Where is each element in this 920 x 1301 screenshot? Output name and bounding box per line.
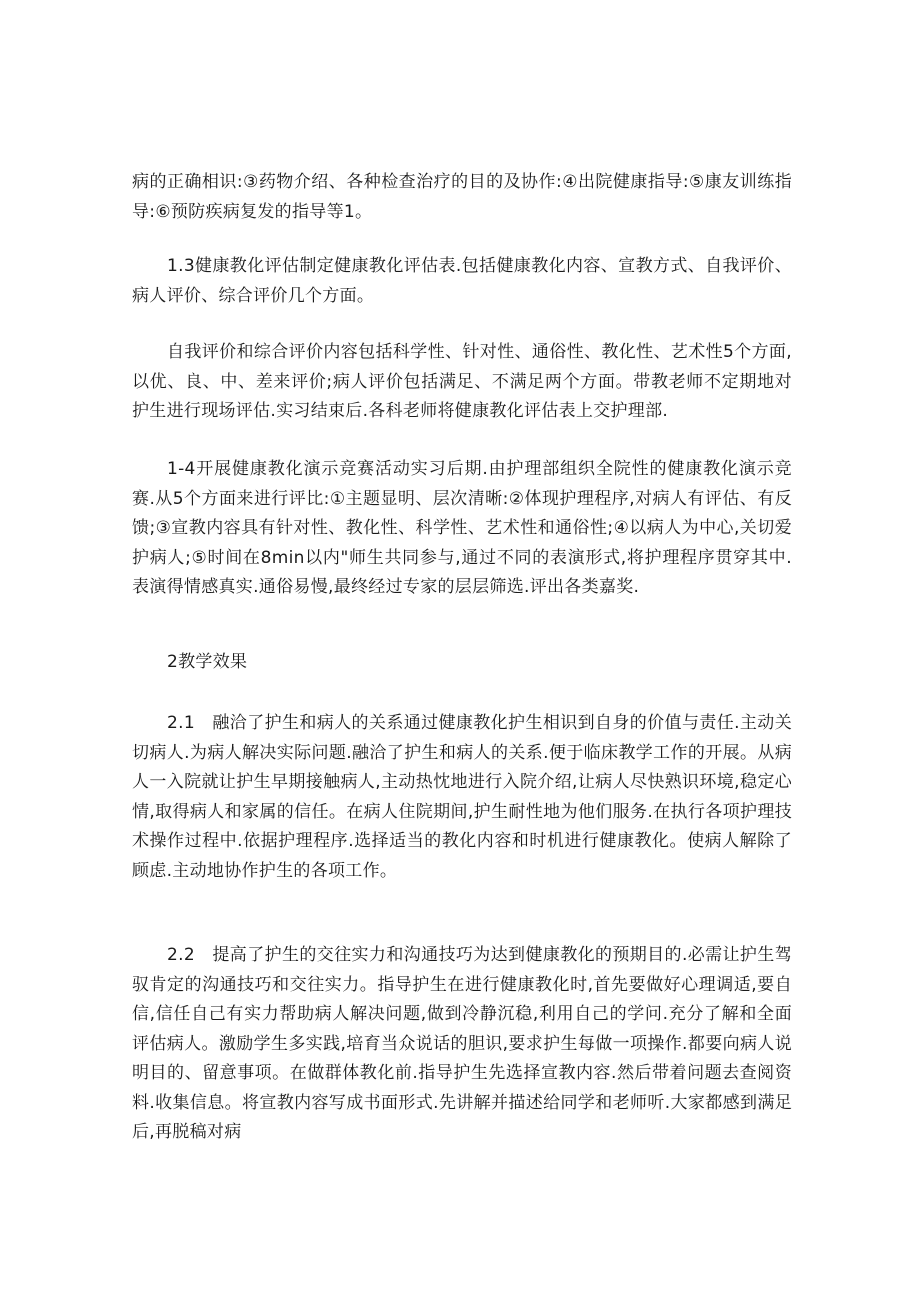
paragraph-text: 2.1 融洽了护生和病人的关系通过健康教化护生相识到自身的价值与责任.主动关切病人.为病人解决实际问题.融洽了护生和病人的关系.便于临床教学工作的开展。从病人一入院就让护生早期接触病人,主动热忱地进行入院介绍,让病人尽快熟识环境,稳定心情,取得病人和家属的信任。在病人住院期间,护生耐性地为他们服务.在执行各项护理技术操作过程中.依据护理程序.选择适当的教化内容和时机进行健康教化。使病人解除了顾虑.主动地协作护生的各项工作。	[132, 713, 792, 881]
paragraph-continuation	[132, 168, 792, 227]
section-heading-text: 2教学效果	[167, 652, 248, 672]
paragraph-text: 2.2 提高了护生的交往实力和沟通技巧为达到健康教化的预期目的.必需让护生驾驭肯定的沟通技巧和交往实力。指导护生在进行健康教化时,首先要做好心理调适,要自信,信任自己有实力帮助病人解决问题,做到冷静沉稳,利用自己的学问.充分了解和全面评估病人。激励学生多实践,培育当众说话的胆识,要求护生每做一项操作.都要向病人说明目的、留意事项。在做群体教化前.指导护生先选择宣教内容.然后带着问题去查阅资料.收集信息。将宣教内容写成书面形式.先讲解并描述给同学和老师听.大家都感到满足后,再脱稿对病	[132, 945, 792, 1142]
paragraph-section-2-1	[132, 709, 792, 886]
paragraph-text: 1-4开展健康教化演示竞赛活动实习后期.由护理部组织全院性的健康教化演示竞赛.从5个方面来进行评比:①主题显明、层次清晰:②体现护理程序,对病人有评估、有反馈;③宣教内容具有针对性、教化性、科学性、艺术性和通俗性;④以病人为中心,关切爱护病人;⑤时间在8min以内"师生共同参与,通过不同的表演形式,将护理程序贯穿其中.表演得情感真实.通俗易慢,最终经过专家的层层筛选.评出各类嘉奖.	[132, 459, 792, 597]
paragraph-section-1-4	[132, 455, 792, 603]
paragraph-section-1-3	[132, 252, 792, 311]
section-heading-2	[132, 648, 792, 678]
paragraph-text: 自我评价和综合评价内容包括科学性、针对性、通俗性、教化性、艺术性5个方面,以优、良、中、差来评价;病人评价包括满足、不满足两个方面。带教老师不定期地对护生进行现场评估.实习结束后.各科老师将健康教化评估表上交护理部.	[132, 342, 792, 421]
paragraph-evaluation	[132, 338, 792, 427]
paragraph-text: 1.3健康教化评估制定健康教化评估表.包括健康教化内容、宣教方式、自我评价、病人评价、综合评价几个方面。	[132, 256, 792, 306]
paragraph-section-2-2	[132, 941, 792, 1148]
paragraph-text: 病的正确相识:③药物介绍、各种检查治疗的目的及协作:④出院健康指导:⑤康友训练指导:⑥预防疾病复发的指导等1。	[132, 172, 792, 222]
